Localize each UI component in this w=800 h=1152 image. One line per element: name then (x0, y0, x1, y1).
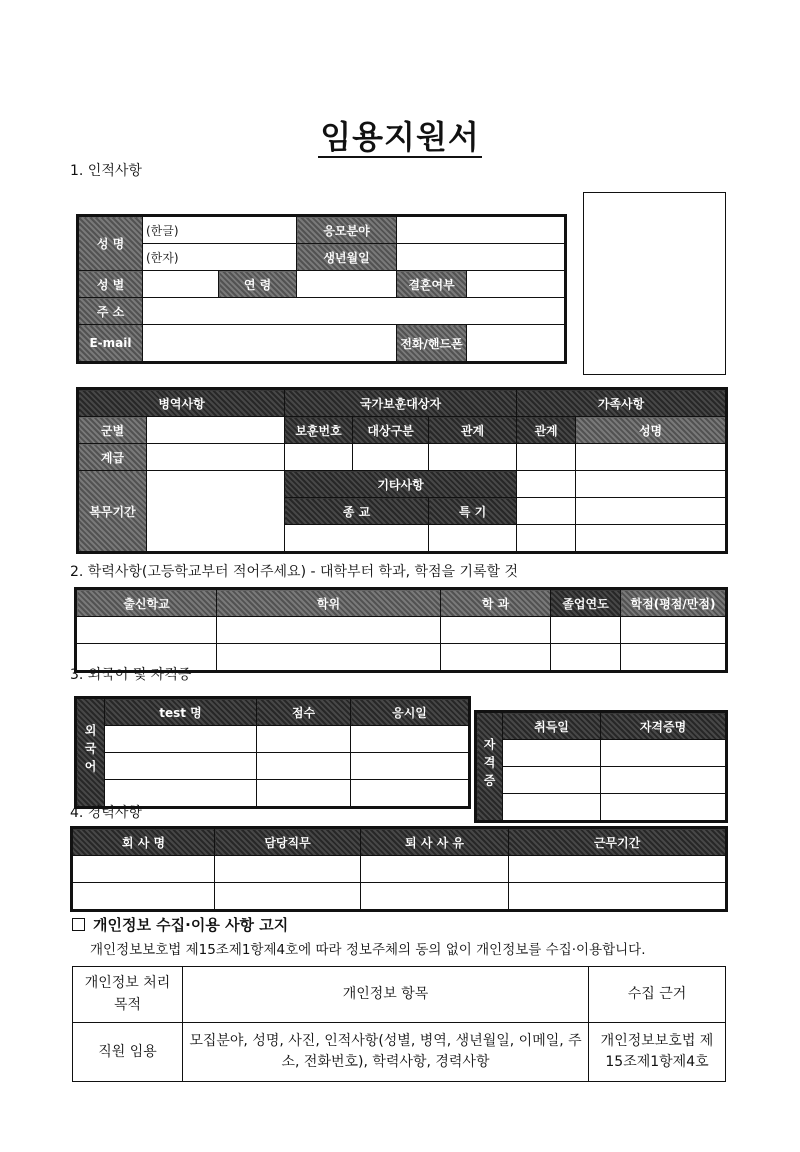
family-name-input-1[interactable] (576, 444, 726, 471)
lang-cell[interactable] (351, 726, 469, 753)
family-name-input-2[interactable] (576, 471, 726, 498)
name-label: 성 명 (79, 217, 143, 271)
religion-label: 종 교 (285, 498, 429, 525)
family-rel-input-3[interactable] (517, 498, 576, 525)
family-name-input-3[interactable] (576, 498, 726, 525)
family-name-input-4[interactable] (576, 525, 726, 552)
gender-label: 성 별 (79, 271, 143, 298)
table-row (77, 617, 726, 644)
phone-input[interactable] (467, 325, 565, 362)
grad-year-header: 졸업연도 (551, 590, 621, 617)
section-personal-heading: 1. 인적사항 (70, 163, 142, 179)
family-name-label: 성명 (576, 417, 726, 444)
cert-cell[interactable] (503, 740, 601, 767)
field-label: 응모분야 (297, 217, 397, 244)
veteran-no-input[interactable] (285, 444, 353, 471)
period-label: 복무기간 (79, 471, 147, 552)
edu-cell[interactable] (551, 644, 621, 671)
certificate-table (476, 712, 726, 821)
career-cell[interactable] (215, 883, 361, 910)
test-header: test 명 (105, 699, 257, 726)
rank-input[interactable] (147, 444, 285, 471)
table-row (477, 767, 726, 794)
military-header: 병역사항 (79, 390, 285, 417)
table-row (477, 740, 726, 767)
notice-heading (72, 914, 288, 935)
lang-cell[interactable] (257, 780, 351, 807)
career-cell[interactable] (73, 856, 215, 883)
cert-side-label (477, 713, 503, 821)
period-input[interactable] (147, 471, 285, 552)
privacy-purpose-header: 개인정보 처리목적 (73, 967, 183, 1023)
veteran-type-input[interactable] (353, 444, 429, 471)
religion-input[interactable] (285, 525, 429, 552)
family-rel-label: 관계 (517, 417, 576, 444)
family-rel-input-2[interactable] (517, 471, 576, 498)
address-input[interactable] (143, 298, 565, 325)
edu-cell[interactable] (217, 644, 441, 671)
career-cell[interactable] (509, 856, 726, 883)
lang-cell[interactable] (351, 780, 469, 807)
family-header: 가족사항 (517, 390, 726, 417)
age-label: 연 령 (219, 271, 297, 298)
cert-cell[interactable] (503, 767, 601, 794)
page-title (0, 112, 800, 158)
education-table (76, 589, 726, 671)
lang-cell[interactable] (105, 753, 257, 780)
family-rel-input-1[interactable] (517, 444, 576, 471)
birth-label: 생년월일 (297, 244, 397, 271)
title-text: 임용지원서 (320, 118, 480, 156)
military-table (78, 389, 726, 552)
phone-label: 전화/핸드폰 (397, 325, 467, 362)
other-header: 기타사항 (285, 471, 517, 498)
edu-cell[interactable] (621, 644, 726, 671)
language-side-label (77, 699, 105, 807)
notice-heading-text: 개인정보 수집·이용 사항 고지 (93, 916, 289, 934)
edu-cell[interactable] (77, 617, 217, 644)
table-row (477, 794, 726, 821)
duty-header: 담당직무 (215, 829, 361, 856)
company-header: 회 사 명 (73, 829, 215, 856)
notice-desc: 개인정보보호법 제15조제1항제4호에 따라 정보주체의 동의 없이 개인정보를 수집·이용합니다. (90, 942, 646, 958)
gpa-header: 학점(평점/만점) (621, 590, 726, 617)
privacy-basis-header: 수집 근거 (589, 967, 726, 1023)
cert-name-header: 자격증명 (601, 713, 726, 740)
cert-cell[interactable] (601, 740, 726, 767)
address-label: 주 소 (79, 298, 143, 325)
edu-cell[interactable] (551, 617, 621, 644)
career-cell[interactable] (509, 883, 726, 910)
field-input[interactable] (397, 217, 565, 244)
section-career-heading: 4. 경력사항 (70, 805, 142, 821)
career-period-header: 근무기간 (509, 829, 726, 856)
birth-input[interactable] (397, 244, 565, 271)
table-row (73, 883, 726, 910)
lang-cell[interactable] (257, 753, 351, 780)
edu-cell[interactable] (441, 644, 551, 671)
name-korean-field[interactable]: (한글) (143, 217, 297, 244)
career-cell[interactable] (215, 856, 361, 883)
special-input[interactable] (429, 525, 517, 552)
language-side-text: 외국어 (83, 724, 97, 778)
edu-cell[interactable] (621, 617, 726, 644)
cert-cell[interactable] (601, 767, 726, 794)
age-input[interactable] (297, 271, 397, 298)
major-header: 학위 (217, 590, 441, 617)
veteran-rel-input[interactable] (429, 444, 517, 471)
branch-label: 군별 (79, 417, 147, 444)
married-label: 결혼여부 (397, 271, 467, 298)
veteran-type-label: 대상구분 (353, 417, 429, 444)
privacy-basis: 개인정보보호법 제15조제1항제4호 (589, 1023, 726, 1082)
branch-input[interactable] (147, 417, 285, 444)
privacy-table (72, 966, 726, 1082)
career-cell[interactable] (73, 883, 215, 910)
rank-label: 계급 (79, 444, 147, 471)
privacy-items: 모집분야, 성명, 사진, 인적사항(성별, 병역, 생년월일, 이메일, 주소, 전화번호), 학력사항, 경력사항 (183, 1023, 589, 1082)
career-cell[interactable] (361, 883, 509, 910)
name-hanja-field[interactable]: (한자) (143, 244, 297, 271)
table-row (73, 856, 726, 883)
career-table (72, 828, 726, 910)
cert-side-text: 자격증 (482, 738, 496, 792)
photo-box[interactable] (583, 192, 726, 375)
privacy-items-header: 개인정보 항목 (183, 967, 589, 1023)
personal-info-table (78, 216, 565, 362)
table-row (77, 726, 469, 753)
checkbox-icon (72, 918, 85, 931)
gender-input[interactable] (143, 271, 219, 298)
family-rel-input-4[interactable] (517, 525, 576, 552)
veteran-rel-label: 관계 (429, 417, 517, 444)
email-label: E-mail (79, 325, 143, 362)
career-cell[interactable] (361, 856, 509, 883)
email-input[interactable] (143, 325, 397, 362)
score-header: 점수 (257, 699, 351, 726)
lang-cell[interactable] (105, 726, 257, 753)
cert-cell[interactable] (601, 794, 726, 821)
privacy-purpose: 직원 임용 (73, 1023, 183, 1082)
date-header: 응시일 (351, 699, 469, 726)
school-header: 출신학교 (77, 590, 217, 617)
lang-cell[interactable] (351, 753, 469, 780)
lang-cell[interactable] (257, 726, 351, 753)
cert-cell[interactable] (503, 794, 601, 821)
section-language-heading: 3. 외국어 및 자격증 (70, 667, 192, 683)
dept-header: 학 과 (441, 590, 551, 617)
edu-cell[interactable] (217, 617, 441, 644)
veteran-header: 국가보훈대상자 (285, 390, 517, 417)
language-table (76, 698, 469, 807)
reason-header: 퇴 사 사 유 (361, 829, 509, 856)
table-row (77, 753, 469, 780)
married-input[interactable] (467, 271, 565, 298)
veteran-no-label: 보훈번호 (285, 417, 353, 444)
edu-cell[interactable] (441, 617, 551, 644)
section-education-heading: 2. 학력사항(고등학교부터 적어주세요) - 대학부터 학과, 학점을 기록할 것 (70, 564, 519, 580)
cert-date-header: 취득일 (503, 713, 601, 740)
special-label: 특 기 (429, 498, 517, 525)
